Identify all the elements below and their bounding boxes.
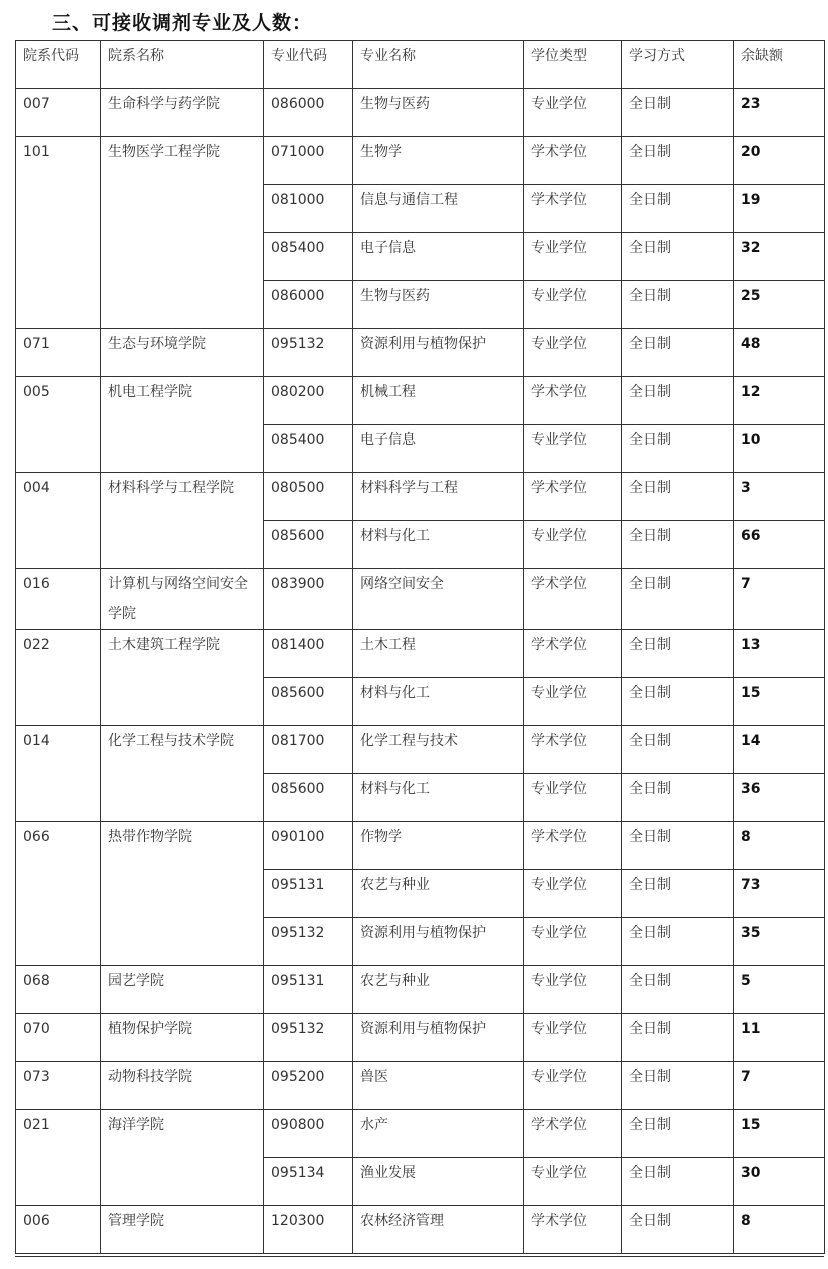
cell-degree-type: 专业学位 <box>524 1014 622 1062</box>
table-row <box>16 822 825 870</box>
cell-major-code: 081000 <box>264 185 353 233</box>
cell-dept-name: 土木建筑工程学院 <box>101 630 264 726</box>
header-study-mode: 学习方式 <box>622 41 734 89</box>
cell-study-mode: 全日制 <box>622 281 734 329</box>
cell-major-name: 信息与通信工程 <box>353 185 524 233</box>
cell-study-mode: 全日制 <box>622 521 734 569</box>
cell-degree-type: 专业学位 <box>524 678 622 726</box>
cell-degree-type: 专业学位 <box>524 1062 622 1110</box>
cell-vacancy: 13 <box>734 630 825 678</box>
cell-vacancy: 20 <box>734 137 825 185</box>
cell-dept-name: 计算机与网络空间安全学院 <box>101 569 264 630</box>
table-row <box>16 137 825 185</box>
cell-degree-type: 学术学位 <box>524 726 622 774</box>
cell-dept-name: 生物医学工程学院 <box>101 137 264 329</box>
cell-vacancy: 23 <box>734 89 825 137</box>
cell-degree-type: 学术学位 <box>524 473 622 521</box>
cell-degree-type: 专业学位 <box>524 425 622 473</box>
cell-major-code: 085600 <box>264 774 353 822</box>
cell-dept-code: 068 <box>16 966 101 1014</box>
cell-degree-type: 学术学位 <box>524 569 622 630</box>
cell-degree-type: 学术学位 <box>524 1206 622 1254</box>
table-row <box>16 726 825 774</box>
cell-major-code: 095200 <box>264 1062 353 1110</box>
cell-dept-code: 022 <box>16 630 101 726</box>
cell-major-name: 生物与医药 <box>353 89 524 137</box>
cell-dept-code: 016 <box>16 569 101 630</box>
cell-vacancy: 12 <box>734 377 825 425</box>
header-major-name: 专业名称 <box>353 41 524 89</box>
header-dept-name: 院系名称 <box>101 41 264 89</box>
cell-major-code: 090100 <box>264 822 353 870</box>
cell-vacancy: 32 <box>734 233 825 281</box>
cell-major-code: 095132 <box>264 329 353 377</box>
cell-study-mode: 全日制 <box>622 774 734 822</box>
cell-study-mode: 全日制 <box>622 329 734 377</box>
cell-study-mode: 全日制 <box>622 726 734 774</box>
cell-major-name: 网络空间安全 <box>353 569 524 630</box>
cell-degree-type: 专业学位 <box>524 870 622 918</box>
cell-major-name: 兽医 <box>353 1062 524 1110</box>
cell-vacancy: 30 <box>734 1158 825 1206</box>
cell-degree-type: 专业学位 <box>524 1158 622 1206</box>
cell-major-name: 土木工程 <box>353 630 524 678</box>
cell-dept-name: 动物科技学院 <box>101 1062 264 1110</box>
cell-dept-code: 070 <box>16 1014 101 1062</box>
cell-vacancy: 10 <box>734 425 825 473</box>
cell-dept-name: 管理学院 <box>101 1206 264 1254</box>
cell-vacancy: 3 <box>734 473 825 521</box>
cell-major-name: 渔业发展 <box>353 1158 524 1206</box>
table-row <box>16 1014 825 1062</box>
cell-major-code: 095131 <box>264 870 353 918</box>
cell-major-name: 作物学 <box>353 822 524 870</box>
cell-major-code: 085600 <box>264 678 353 726</box>
cell-study-mode: 全日制 <box>622 425 734 473</box>
cell-degree-type: 学术学位 <box>524 1110 622 1158</box>
cell-vacancy: 8 <box>734 822 825 870</box>
table-row <box>16 1206 825 1254</box>
table-row <box>16 377 825 425</box>
cell-study-mode: 全日制 <box>622 1158 734 1206</box>
cell-study-mode: 全日制 <box>622 630 734 678</box>
cell-degree-type: 专业学位 <box>524 966 622 1014</box>
cell-major-code: 120300 <box>264 1206 353 1254</box>
cell-vacancy: 48 <box>734 329 825 377</box>
header-vacancy: 余缺额 <box>734 41 825 89</box>
cell-dept-code: 005 <box>16 377 101 473</box>
cell-major-name: 资源利用与植物保护 <box>353 918 524 966</box>
cell-vacancy: 11 <box>734 1014 825 1062</box>
cell-degree-type: 专业学位 <box>524 918 622 966</box>
cell-major-name: 电子信息 <box>353 233 524 281</box>
cell-vacancy: 7 <box>734 569 825 630</box>
cell-dept-code: 007 <box>16 89 101 137</box>
table-bottom-border <box>15 1256 824 1257</box>
cell-study-mode: 全日制 <box>622 569 734 630</box>
cell-study-mode: 全日制 <box>622 1206 734 1254</box>
cell-degree-type: 学术学位 <box>524 185 622 233</box>
cell-vacancy: 8 <box>734 1206 825 1254</box>
table-row <box>16 966 825 1014</box>
cell-major-name: 资源利用与植物保护 <box>353 329 524 377</box>
table-row <box>16 329 825 377</box>
cell-vacancy: 14 <box>734 726 825 774</box>
cell-study-mode: 全日制 <box>622 137 734 185</box>
cell-vacancy: 7 <box>734 1062 825 1110</box>
cell-study-mode: 全日制 <box>622 473 734 521</box>
cell-major-code: 095132 <box>264 918 353 966</box>
header-degree-type: 学位类型 <box>524 41 622 89</box>
cell-major-name: 生物学 <box>353 137 524 185</box>
cell-dept-code: 021 <box>16 1110 101 1206</box>
cell-major-name: 水产 <box>353 1110 524 1158</box>
cell-major-name: 材料与化工 <box>353 521 524 569</box>
header-major-code: 专业代码 <box>264 41 353 89</box>
cell-dept-code: 006 <box>16 1206 101 1254</box>
cell-dept-name: 生态与环境学院 <box>101 329 264 377</box>
cell-major-code: 081400 <box>264 630 353 678</box>
cell-major-code: 086000 <box>264 281 353 329</box>
cell-study-mode: 全日制 <box>622 870 734 918</box>
cell-dept-name: 化学工程与技术学院 <box>101 726 264 822</box>
cell-vacancy: 35 <box>734 918 825 966</box>
cell-major-code: 081700 <box>264 726 353 774</box>
cell-degree-type: 专业学位 <box>524 281 622 329</box>
table-row <box>16 1062 825 1110</box>
cell-study-mode: 全日制 <box>622 89 734 137</box>
cell-major-name: 材料与化工 <box>353 774 524 822</box>
section-heading: 三、可接收调剂专业及人数： <box>52 12 313 34</box>
cell-dept-code: 014 <box>16 726 101 822</box>
cell-vacancy: 5 <box>734 966 825 1014</box>
cell-major-code: 090800 <box>264 1110 353 1158</box>
cell-vacancy: 73 <box>734 870 825 918</box>
cell-degree-type: 专业学位 <box>524 233 622 281</box>
cell-dept-name: 材料科学与工程学院 <box>101 473 264 569</box>
cell-study-mode: 全日制 <box>622 233 734 281</box>
cell-degree-type: 专业学位 <box>524 774 622 822</box>
cell-degree-type: 学术学位 <box>524 377 622 425</box>
cell-study-mode: 全日制 <box>622 1062 734 1110</box>
cell-major-code: 083900 <box>264 569 353 630</box>
cell-major-name: 资源利用与植物保护 <box>353 1014 524 1062</box>
cell-dept-code: 073 <box>16 1062 101 1110</box>
cell-major-code: 086000 <box>264 89 353 137</box>
table-row <box>16 473 825 521</box>
cell-major-name: 农林经济管理 <box>353 1206 524 1254</box>
cell-degree-type: 学术学位 <box>524 137 622 185</box>
cell-major-name: 材料与化工 <box>353 678 524 726</box>
cell-major-code: 095131 <box>264 966 353 1014</box>
cell-dept-name: 海洋学院 <box>101 1110 264 1206</box>
cell-major-code: 085400 <box>264 425 353 473</box>
cell-degree-type: 专业学位 <box>524 329 622 377</box>
cell-dept-name: 机电工程学院 <box>101 377 264 473</box>
cell-study-mode: 全日制 <box>622 678 734 726</box>
cell-major-name: 材料科学与工程 <box>353 473 524 521</box>
cell-study-mode: 全日制 <box>622 822 734 870</box>
adjustment-table <box>15 40 825 1254</box>
cell-study-mode: 全日制 <box>622 1110 734 1158</box>
cell-dept-code: 066 <box>16 822 101 966</box>
cell-dept-code: 004 <box>16 473 101 569</box>
cell-major-code: 080500 <box>264 473 353 521</box>
cell-vacancy: 15 <box>734 678 825 726</box>
table-row <box>16 89 825 137</box>
cell-vacancy: 19 <box>734 185 825 233</box>
cell-major-name: 农艺与种业 <box>353 870 524 918</box>
table-row <box>16 569 825 630</box>
cell-vacancy: 25 <box>734 281 825 329</box>
header-dept-code: 院系代码 <box>16 41 101 89</box>
cell-dept-code: 101 <box>16 137 101 329</box>
cell-major-name: 农艺与种业 <box>353 966 524 1014</box>
cell-study-mode: 全日制 <box>622 966 734 1014</box>
table-row <box>16 1110 825 1158</box>
cell-dept-name: 热带作物学院 <box>101 822 264 966</box>
table-header-row <box>16 41 825 89</box>
cell-degree-type: 专业学位 <box>524 521 622 569</box>
cell-study-mode: 全日制 <box>622 377 734 425</box>
cell-vacancy: 66 <box>734 521 825 569</box>
cell-major-name: 化学工程与技术 <box>353 726 524 774</box>
cell-study-mode: 全日制 <box>622 185 734 233</box>
cell-study-mode: 全日制 <box>622 918 734 966</box>
cell-major-name: 生物与医药 <box>353 281 524 329</box>
cell-dept-code: 071 <box>16 329 101 377</box>
cell-major-code: 095132 <box>264 1014 353 1062</box>
cell-major-code: 080200 <box>264 377 353 425</box>
cell-vacancy: 36 <box>734 774 825 822</box>
cell-major-name: 电子信息 <box>353 425 524 473</box>
cell-degree-type: 学术学位 <box>524 822 622 870</box>
cell-major-code: 071000 <box>264 137 353 185</box>
table-row <box>16 630 825 678</box>
cell-major-code: 085600 <box>264 521 353 569</box>
cell-major-code: 085400 <box>264 233 353 281</box>
cell-dept-name: 生命科学与药学院 <box>101 89 264 137</box>
cell-major-code: 095134 <box>264 1158 353 1206</box>
cell-study-mode: 全日制 <box>622 1014 734 1062</box>
cell-degree-type: 学术学位 <box>524 630 622 678</box>
cell-dept-name: 园艺学院 <box>101 966 264 1014</box>
cell-vacancy: 15 <box>734 1110 825 1158</box>
cell-dept-name: 植物保护学院 <box>101 1014 264 1062</box>
cell-major-name: 机械工程 <box>353 377 524 425</box>
cell-degree-type: 专业学位 <box>524 89 622 137</box>
